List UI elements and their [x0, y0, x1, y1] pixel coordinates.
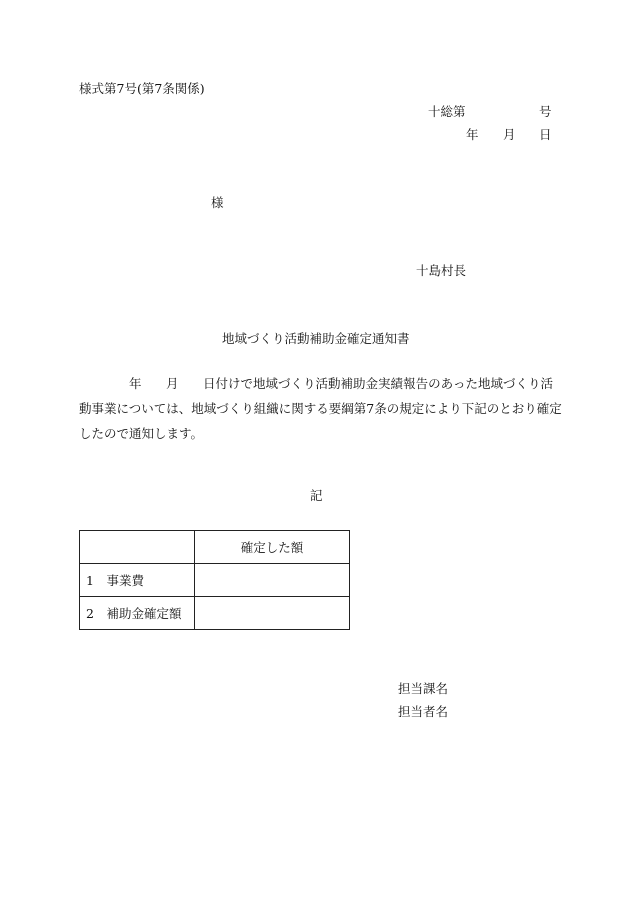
- addressee-suffix: 様: [211, 195, 224, 210]
- date-day: 日: [539, 127, 552, 142]
- document-title: 地域づくり活動補助金確定通知書: [222, 331, 410, 346]
- table-header-row: [80, 531, 350, 564]
- body-line-2: 動事業については、地域づくり組織に関する要綱第7条の規定により下記のとおり確定: [79, 401, 562, 416]
- amount-table: [79, 530, 350, 630]
- table-row: [80, 564, 350, 597]
- form-number: 様式第7号(第7条関係): [79, 81, 205, 96]
- body-line-1: 日付けで地域づくり活動補助金実績報告のあった地域づくり活: [203, 376, 553, 391]
- row-value: [195, 564, 350, 597]
- sender: 十島村長: [416, 263, 467, 278]
- date-month: 月: [503, 127, 516, 142]
- row-label: 2 補助金確定額: [80, 597, 195, 630]
- body-month: 月: [166, 376, 179, 391]
- contact-section: 担当課名: [398, 681, 449, 696]
- doc-number-suffix: 号: [539, 104, 552, 119]
- table-row: [80, 597, 350, 630]
- ki-heading: 記: [310, 488, 323, 503]
- body-line-3: したので通知します。: [79, 426, 204, 441]
- table-header-amount: 確定した額: [195, 531, 350, 564]
- row-label: 1 事業費: [80, 564, 195, 597]
- row-value: [195, 597, 350, 630]
- date-year: 年: [466, 127, 479, 142]
- doc-number-prefix: 十総第: [428, 104, 466, 119]
- contact-person: 担当者名: [398, 704, 449, 719]
- table-header-blank: [80, 531, 195, 564]
- body-year: 年: [129, 376, 142, 391]
